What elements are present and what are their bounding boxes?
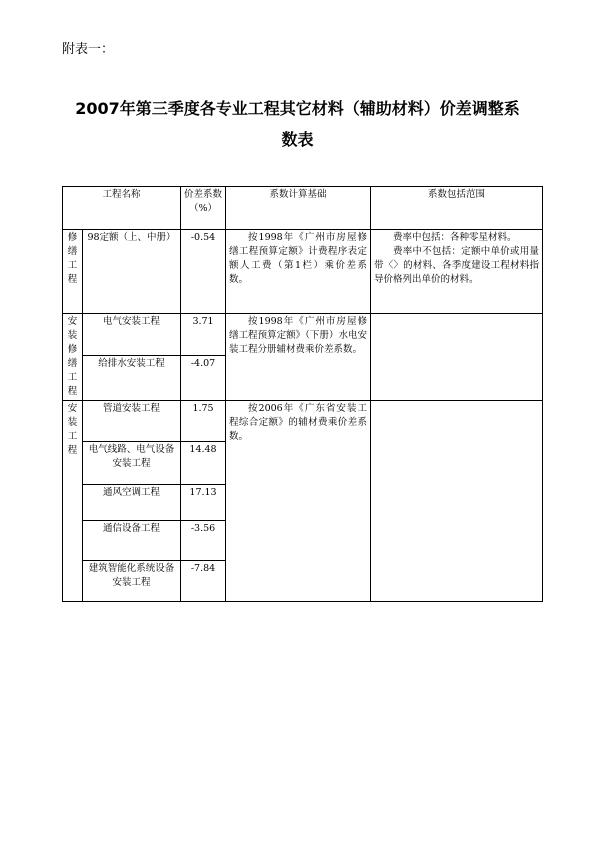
category-install-repair: 安装修缮工程 [63,314,83,401]
document-title [40,93,555,155]
annex-label: 附表一： [62,42,115,57]
header-project-name: 工程名称 [63,187,181,230]
table-row [63,230,543,314]
header-scope: 系数包括范围 [371,187,543,230]
table-header-row [63,187,543,230]
item-value: 1.75 [181,401,226,442]
item-name: 电气安装工程 [83,314,181,356]
basis-text: 按1998年《广州市房屋修缮工程预算定额》（下册）水电安装工程分册辅材费乘价差系数。 [226,314,371,401]
item-value: 14.48 [181,442,226,485]
item-value: -4.07 [181,356,226,401]
item-name: 通信设备工程 [83,521,181,561]
table-row [63,401,543,442]
item-name: 管道安装工程 [83,401,181,442]
scope-text-empty [371,401,543,602]
basis-text: 按2006年《广东省安装工程综合定额》的辅材费乘价差系数。 [226,401,371,602]
scope-text [371,230,543,314]
title-line-1: 2007年第三季度各专业工程其它材料（辅助材料）价差调整系 [75,99,520,118]
title-line-2: 数表 [281,130,314,149]
scope-included: 费率中包括：各种零星材料。 [393,232,517,243]
item-value: 3.71 [181,314,226,356]
category-install: 安装工程 [63,401,83,602]
item-name: 给排水安装工程 [83,356,181,401]
header-basis: 系数计算基础 [226,187,371,230]
basis-text: 按1998年《广州市房屋修缮工程预算定额》计费程序表定额人工费（第1栏）乘价差系数。 [226,230,371,314]
scope-text-empty [371,314,543,401]
item-value: -0.54 [181,230,226,314]
table-row [63,314,543,356]
item-value: -7.84 [181,561,226,602]
item-name: 电气线路、电气设备安装工程 [83,442,181,485]
item-value: -3.56 [181,521,226,561]
item-name: 建筑智能化系统设备安装工程 [83,561,181,602]
item-value: 17.13 [181,485,226,521]
coefficient-table [62,186,543,602]
item-name: 98定额（上、中册） [83,230,181,314]
item-name: 通风空调工程 [83,485,181,521]
scope-excluded: 费率中不包括：定额中单价或用量带〈〉的材料、各季度建设工程材料指导价格列出单价的材料。 [374,246,540,285]
header-coefficient: 价差系数（%） [181,187,226,230]
category-repair: 修缮工程 [63,230,83,314]
